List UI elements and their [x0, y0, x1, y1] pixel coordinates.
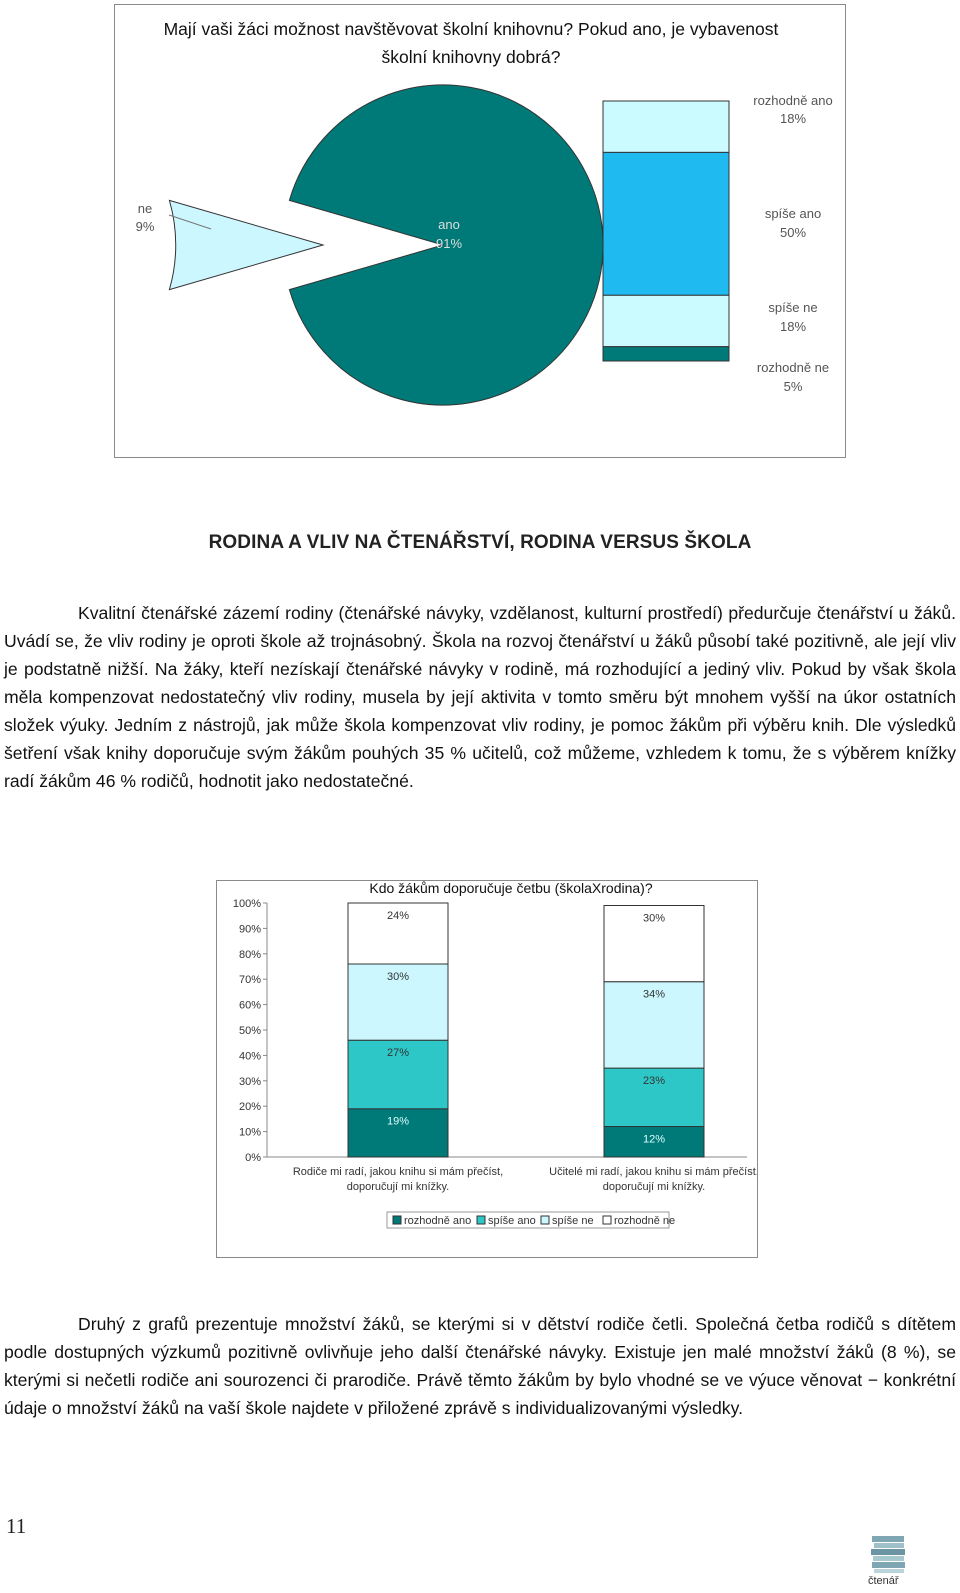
y-tick-label: 100% [232, 898, 261, 910]
y-tick-label: 0% [245, 1152, 261, 1164]
legend-swatch [393, 1216, 401, 1224]
pie-slice-ne [169, 200, 323, 289]
y-tick-label: 60% [238, 999, 261, 1012]
section-heading: RODINA A VLIV NA ČTENÁŘSTVÍ, RODINA VERSUS ŠKOLA [208, 532, 752, 553]
bar-label: spíše ne [768, 300, 818, 315]
logo-text: čtenář [868, 1575, 899, 1587]
recommendation-chart [216, 880, 758, 1258]
y-tick-label: 90% [238, 923, 261, 936]
bar-segment [603, 152, 729, 295]
chart-title-line: školní knihovny dobrá? [381, 47, 561, 67]
recommendation-chart-svg [217, 881, 757, 1257]
x-tick-label: Rodiče mi radí, jakou knihu si mám přečíst, [292, 1166, 504, 1178]
bar-segment [603, 295, 729, 346]
bar-label: rozhodně ano [753, 93, 833, 108]
bar-segment [603, 347, 729, 361]
chart-title-line: Mají vaši žáci možnost navštěvovat školní knihovnu? Pokud ano, je vybavenost [163, 19, 779, 39]
legend-label: rozhodně ano [404, 1215, 472, 1227]
pie-label-ne-value: 9% [135, 219, 155, 234]
legend-swatch [477, 1216, 485, 1224]
y-tick-label: 50% [238, 1025, 261, 1037]
legend-swatch [603, 1216, 611, 1224]
x-tick-label: doporučují mi knížky. [602, 1181, 706, 1193]
paragraph-text: Druhý z grafů prezentuje množství žáků, se kterými si v dětství rodiče četli. Společná četba rodičů s dítětem podle dostupných výzkumů pozitivně ovlivňuje jeho další čtenářské návyky. Existuje jen malé množství žáků (8 %), se kterými si nečetli rodiče ani sourozenci či prarodiče. Právě těmto žákům by bylo vhodné se ve výuce věnovat − konkrétní údaje o množství žáků na vaší škole najdete v přiložené zprávě s individualizovanými výsledky. [4, 1314, 956, 1418]
legend-label: spíše ne [552, 1215, 594, 1227]
data-label: 30% [642, 912, 666, 925]
bar-label-value: 50% [779, 225, 807, 240]
y-tick-label: 10% [238, 1126, 261, 1139]
x-tick-label: Učitelé mi radí, jakou knihu si mám přečíst, [549, 1166, 757, 1178]
library-chart [114, 4, 846, 458]
data-label: 34% [642, 988, 666, 1001]
chart-title: Kdo žákům doporučuje četbu (školaXrodina)? [369, 881, 653, 896]
pie-label-ne: ne [137, 201, 153, 216]
y-tick-label: 40% [238, 1050, 261, 1063]
y-tick-label: 80% [238, 948, 261, 961]
pie-label-ano-value: 91% [435, 236, 463, 251]
legend-label: rozhodně ne [614, 1215, 676, 1227]
y-tick-label: 70% [238, 974, 261, 987]
x-tick-label: doporučují mi knížky. [346, 1181, 450, 1193]
pie-label-ano: ano [438, 217, 460, 232]
paragraph-text: Kvalitní čtenářské zázemí rodiny (čtenářské návyky, vzdělanost, kulturní prostředí) předurčuje čtenářství u žáků. Uvádí se, že vliv rodiny je oproti škole až trojnásobný. Škola na rozvoj čtenářství u žáků působí také pozitivně, ale její vliv je podstatně nižší. Na žáky, kteří nezískají čtenářské návyky v rodině, má rozhodující a jediný vliv. Pokud by však škola měla kompenzovat nedostatečný vliv rodiny, musela by její aktivita v tomto směru být mnohem vyšší na úkor ostatních složek výuky. Jedním z nástrojů, jak může škola kompenzovat vliv rodiny, je pomoc žákům při výběru knih. Dle výsledků šetření však knihy doporučuje svým žákům pouhých 35 % učitelů, což můžeme, vzhledem k tomu, že s výběrem knížky radí žákům 46 % rodičů, hodnotit jako nedostatečné. [4, 603, 956, 791]
y-tick-label: 20% [238, 1101, 261, 1114]
data-label: 24% [386, 910, 410, 922]
data-label: 23% [642, 1075, 666, 1088]
bar-label-value: 18% [779, 319, 807, 334]
data-label: 27% [386, 1047, 410, 1060]
legend-label: spíše ano [488, 1215, 536, 1227]
data-label: 19% [386, 1115, 410, 1128]
bar-label-value: 5% [783, 379, 803, 394]
paragraph-reading-together [4, 1310, 956, 1422]
bar-segment [603, 101, 729, 152]
paragraph-family-influence [4, 599, 956, 795]
bar-label: rozhodně ne [756, 360, 830, 375]
library-chart-svg [115, 5, 845, 457]
y-tick-label: 30% [238, 1075, 261, 1088]
bar-label: spíše ano [764, 206, 822, 221]
data-label: 30% [386, 971, 410, 983]
legend-swatch [541, 1216, 549, 1224]
bar-label-value: 18% [779, 111, 807, 126]
data-label: 12% [642, 1133, 666, 1146]
page-number: 11 [6, 1514, 27, 1538]
